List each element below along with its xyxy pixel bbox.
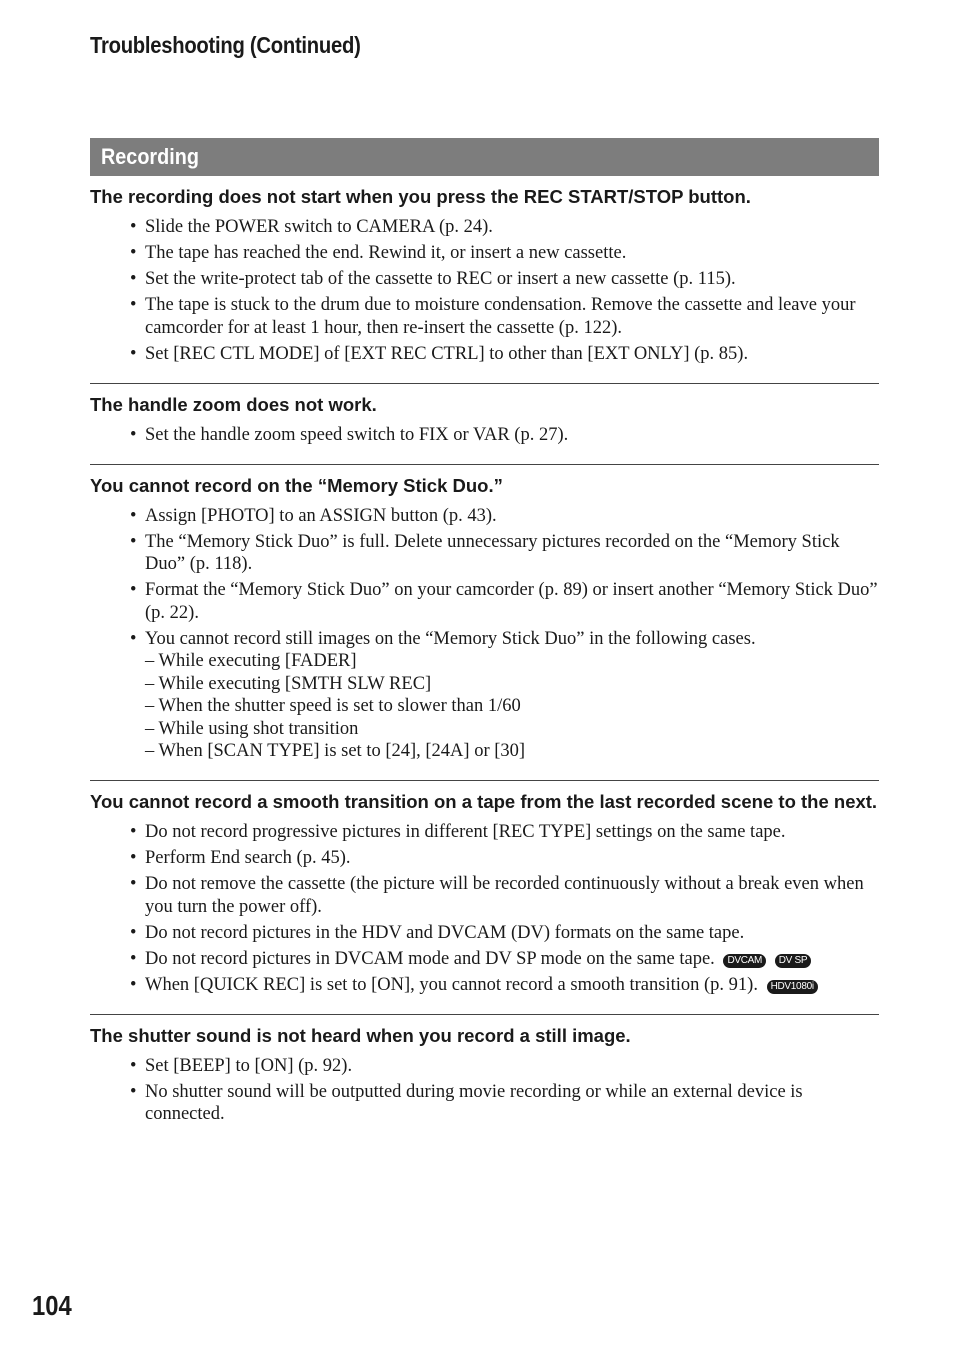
case-item: – When [SCAN TYPE] is set to [24], [24A] or [30]	[145, 741, 526, 761]
qa-block-smooth-transition	[90, 780, 879, 1014]
answer-list	[90, 821, 879, 996]
question-heading: You cannot record on the “Memory Stick Duo.”	[90, 474, 503, 496]
case-item: – When the shutter speed is set to slower than 1/60	[145, 696, 521, 716]
qa-block-rec-start	[90, 185, 879, 383]
page-number: 104	[32, 1290, 72, 1321]
answer-text: You cannot record still images on the “Memory Stick Duo” in the following cases.	[145, 628, 756, 649]
answer-item: • Perform End search (p. 45).	[90, 847, 879, 870]
answer-item-with-badges	[90, 974, 879, 997]
qa-block-memory-stick	[90, 464, 879, 781]
question-heading: The handle zoom does not work.	[90, 393, 377, 415]
answer-item: • Set the handle zoom speed switch to FIX or VAR (p. 27).	[90, 424, 879, 447]
case-item: – While executing [SMTH SLW REC]	[145, 673, 432, 694]
answer-item: • Do not record pictures in the HDV and DVCAM (DV) formats on the same tape.	[90, 922, 879, 945]
section-title: Recording	[101, 144, 199, 169]
question-heading: The shutter sound is not heard when you record a still image.	[90, 1024, 631, 1046]
question-heading: You cannot record a smooth transition on a tape from the last recorded scene to the next.	[90, 791, 878, 812]
answer-text: Do not record pictures in DVCAM mode and DV SP mode on the same tape.	[145, 948, 715, 969]
case-item: – While executing [FADER]	[145, 651, 357, 671]
answer-list	[90, 216, 879, 365]
answer-list	[90, 1055, 879, 1126]
answer-text: When [QUICK REC] is set to [ON], you cannot record a smooth transition (p. 91).	[145, 974, 758, 995]
running-head: Troubleshooting (Continued)	[90, 32, 361, 58]
answer-item-with-badges	[90, 948, 879, 971]
answer-item: • Slide the POWER switch to CAMERA (p. 24).	[90, 216, 879, 239]
dvcam-format-badge: DVCAM	[723, 954, 766, 968]
answer-item: • Do not remove the cassette (the picture will be recorded continuously without a break even when you turn the power off).	[90, 873, 879, 918]
answer-item-with-cases	[90, 628, 879, 763]
answer-list	[90, 424, 879, 447]
qa-block-handle-zoom	[90, 383, 879, 464]
qa-block-shutter-sound	[90, 1014, 879, 1144]
hdv1080i-format-badge: HDV1080i	[767, 980, 818, 994]
answer-item: • The tape has reached the end. Rewind it, or insert a new cassette.	[90, 242, 879, 265]
troubleshooting-content	[90, 185, 879, 1143]
section-header-bar	[90, 138, 879, 176]
answer-item: • Do not record progressive pictures in different [REC TYPE] settings on the same tape.	[90, 821, 879, 844]
answer-list	[90, 505, 879, 763]
answer-item: • The tape is stuck to the drum due to moisture condensation. Remove the cassette and leave your camcorder for at least 1 hour, then re-insert the cassette (p. 122).	[90, 294, 879, 339]
answer-item: • Set [REC CTL MODE] of [EXT REC CTRL] to other than [EXT ONLY] (p. 85).	[90, 343, 879, 366]
case-list	[145, 650, 879, 763]
answer-item: • Set [BEEP] to [ON] (p. 92).	[90, 1055, 879, 1078]
dvsp-format-badge: DV SP	[775, 954, 812, 968]
answer-item: • Format the “Memory Stick Duo” on your camcorder (p. 89) or insert another “Memory Stick Duo” (p. 22).	[90, 579, 879, 624]
case-item: – While using shot transition	[145, 718, 359, 739]
answer-item: • No shutter sound will be outputted during movie recording or while an external device is connected.	[90, 1081, 879, 1126]
answer-item: • Set the write-protect tab of the cassette to REC or insert a new cassette (p. 115).	[90, 268, 879, 291]
question-heading: The recording does not start when you press the REC START/STOP button.	[90, 186, 751, 207]
answer-item: • Assign [PHOTO] to an ASSIGN button (p. 43).	[90, 505, 879, 528]
answer-item: • The “Memory Stick Duo” is full. Delete unnecessary pictures recorded on the “Memory Stick Duo” (p. 118).	[90, 531, 879, 576]
